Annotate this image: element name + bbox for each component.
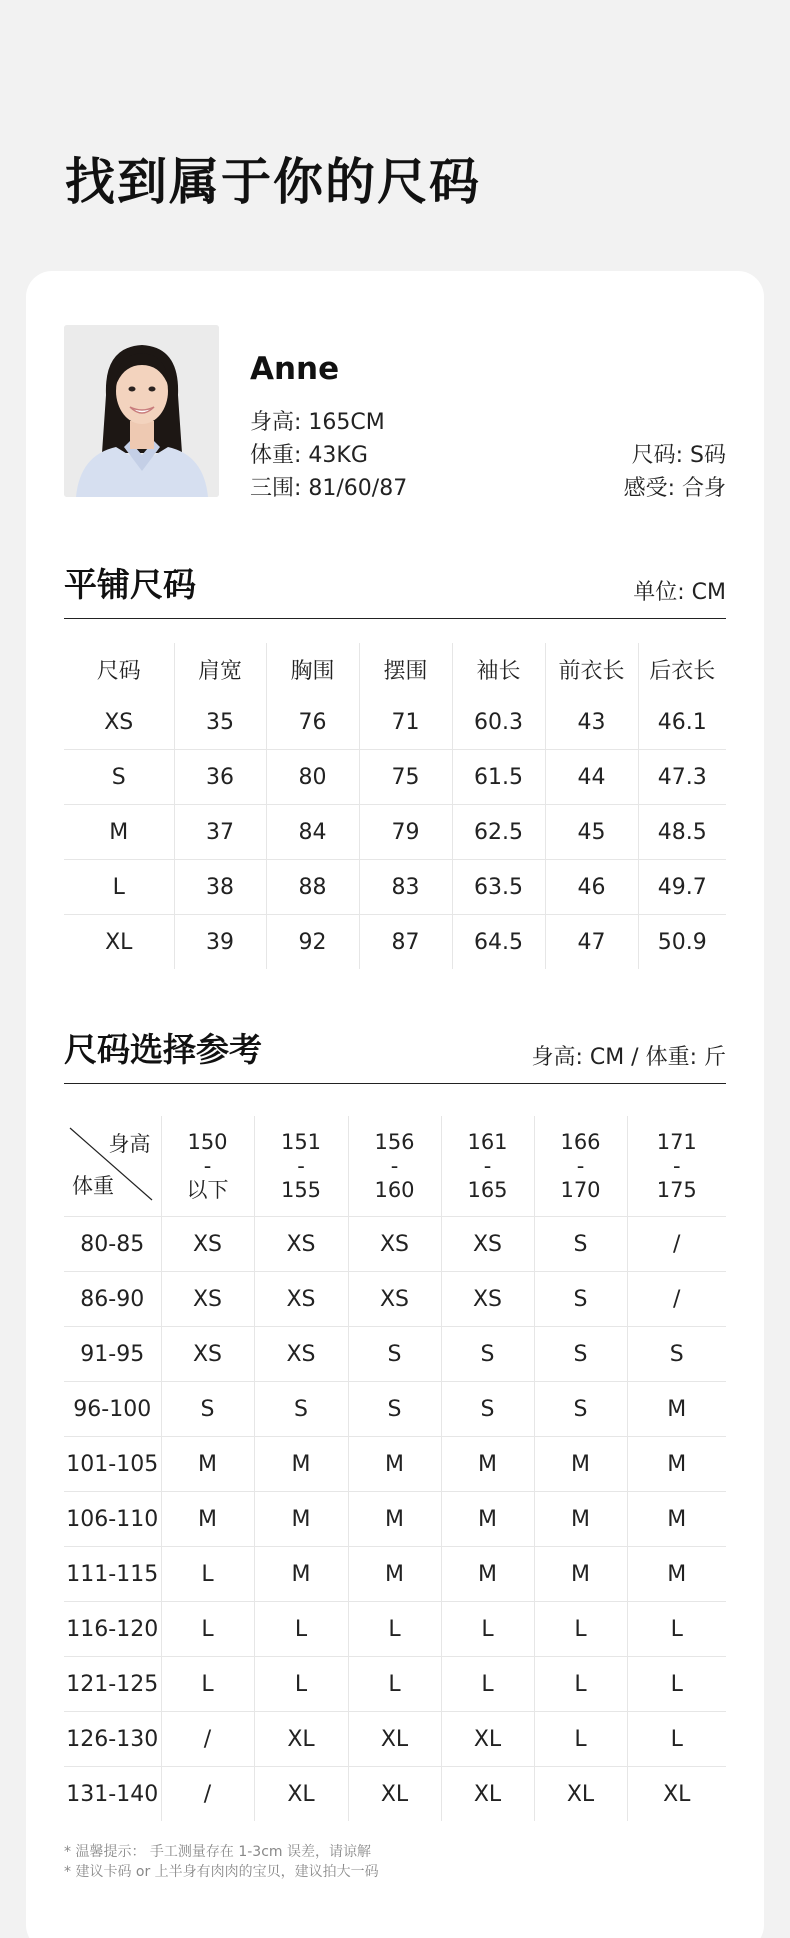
- table-cell: S: [534, 1382, 627, 1437]
- notes: [64, 1842, 379, 1882]
- table-cell: L: [627, 1712, 726, 1767]
- size-reference-header-row: [64, 1116, 726, 1217]
- note-line: * 温馨提示： 手工测量存在 1-3cm 误差，请谅解: [64, 1844, 372, 1860]
- size-reference-title: 尺码选择参考: [64, 1030, 262, 1069]
- table-cell: /: [627, 1272, 726, 1327]
- model-fit-feel: 感受: 合身: [623, 476, 726, 501]
- table-cell: M: [254, 1492, 348, 1547]
- table-cell: L: [254, 1602, 348, 1657]
- row-label-cell: S: [64, 750, 174, 805]
- height-range-header: 171 - 175: [627, 1116, 726, 1217]
- col-header: 胸围: [266, 643, 359, 695]
- table-cell: XS: [254, 1217, 348, 1272]
- table-cell: 88: [266, 860, 359, 915]
- size-reference-unit: 身高: CM / 体重: 斤: [531, 1045, 726, 1070]
- row-label-cell: 126-130: [64, 1712, 161, 1767]
- corner-cell: [64, 1116, 161, 1217]
- row-label-cell: 106-110: [64, 1492, 161, 1547]
- flat-size-header-row: [64, 643, 726, 695]
- table-cell: L: [441, 1657, 534, 1712]
- table-cell: XS: [441, 1272, 534, 1327]
- size-reference-rows: [64, 1217, 726, 1822]
- model-info: [64, 325, 726, 501]
- table-cell: XL: [441, 1767, 534, 1822]
- table-cell: L: [254, 1657, 348, 1712]
- table-cell: L: [627, 1657, 726, 1712]
- row-label-cell: 131-140: [64, 1767, 161, 1822]
- table-cell: S: [627, 1327, 726, 1382]
- table-cell: M: [534, 1492, 627, 1547]
- table-cell: L: [161, 1657, 254, 1712]
- corner-weight-label: 体重: [72, 1174, 114, 1198]
- table-cell: M: [534, 1437, 627, 1492]
- size-reference-row: [64, 1712, 726, 1767]
- row-label-cell: 80-85: [64, 1217, 161, 1272]
- table-cell: 63.5: [452, 860, 545, 915]
- table-cell: XL: [254, 1767, 348, 1822]
- flat-size-row: [64, 805, 726, 860]
- table-cell: 49.7: [638, 860, 726, 915]
- table-cell: 37: [174, 805, 266, 860]
- table-cell: S: [254, 1382, 348, 1437]
- table-cell: L: [441, 1602, 534, 1657]
- row-label-cell: 116-120: [64, 1602, 161, 1657]
- table-cell: S: [534, 1327, 627, 1382]
- table-cell: 64.5: [452, 915, 545, 970]
- table-cell: S: [348, 1382, 441, 1437]
- model-height: 身高: 165CM: [250, 410, 385, 435]
- table-cell: XS: [441, 1217, 534, 1272]
- height-range-header: 166 - 170: [534, 1116, 627, 1217]
- flat-size-header: [64, 565, 726, 619]
- note-line: * 建议卡码 or 上半身有肉肉的宝贝，建议拍大一码: [64, 1864, 379, 1880]
- table-cell: 84: [266, 805, 359, 860]
- flat-size-row: [64, 915, 726, 970]
- table-cell: 44: [545, 750, 638, 805]
- row-label-cell: XL: [64, 915, 174, 970]
- model-weight: 体重: 43KG: [250, 443, 368, 468]
- model-name: Anne: [250, 351, 340, 387]
- table-cell: 46: [545, 860, 638, 915]
- size-reference-row: [64, 1217, 726, 1272]
- row-label-cell: M: [64, 805, 174, 860]
- table-cell: XS: [161, 1217, 254, 1272]
- model-measurements: 三围: 81/60/87: [250, 476, 408, 501]
- size-card: [26, 271, 764, 1938]
- table-cell: XL: [254, 1712, 348, 1767]
- table-cell: M: [627, 1437, 726, 1492]
- table-cell: XS: [161, 1272, 254, 1327]
- size-reference-row: [64, 1767, 726, 1822]
- size-reference-table: [64, 1116, 726, 1821]
- table-cell: 79: [359, 805, 452, 860]
- table-cell: 47: [545, 915, 638, 970]
- table-cell: XL: [663, 1781, 691, 1807]
- size-reference-header: [64, 1030, 726, 1084]
- table-cell: M: [627, 1547, 726, 1602]
- row-label-cell: 86-90: [64, 1272, 161, 1327]
- table-cell: 75: [359, 750, 452, 805]
- table-cell: M: [348, 1492, 441, 1547]
- table-cell: M: [441, 1437, 534, 1492]
- table-cell: XS: [161, 1327, 254, 1382]
- table-cell: M: [254, 1547, 348, 1602]
- table-cell: XS: [348, 1272, 441, 1327]
- flat-size-title: 平铺尺码: [64, 565, 196, 604]
- row-label-cell: XS: [64, 695, 174, 750]
- table-cell: XL: [441, 1712, 534, 1767]
- table-cell: L: [534, 1657, 627, 1712]
- row-label-cell: 101-105: [64, 1437, 161, 1492]
- table-cell: XL: [534, 1767, 627, 1822]
- table-cell: 43: [545, 695, 638, 750]
- table-cell: XS: [348, 1217, 441, 1272]
- table-cell: M: [161, 1437, 254, 1492]
- height-range-header: 161 - 165: [441, 1116, 534, 1217]
- table-cell: M: [161, 1492, 254, 1547]
- table-cell: /: [627, 1217, 726, 1272]
- table-cell: 36: [174, 750, 266, 805]
- size-reference-row: [64, 1382, 726, 1437]
- table-cell: L: [348, 1657, 441, 1712]
- table-cell: 48.5: [638, 805, 726, 860]
- table-cell: /: [161, 1767, 254, 1822]
- table-cell: 76: [266, 695, 359, 750]
- table-cell: 92: [266, 915, 359, 970]
- table-cell: M: [254, 1437, 348, 1492]
- table-cell: M: [627, 1382, 726, 1437]
- model-portrait-image: [64, 325, 219, 497]
- table-cell: L: [348, 1602, 441, 1657]
- table-cell: 45: [545, 805, 638, 860]
- height-range-header: 156 - 160: [348, 1116, 441, 1217]
- table-cell: M: [348, 1437, 441, 1492]
- flat-size-row: [64, 860, 726, 915]
- table-cell: M: [627, 1492, 726, 1547]
- size-reference-row: [64, 1657, 726, 1712]
- height-range-header: 151 - 155: [254, 1116, 348, 1217]
- page-title: 找到属于你的尺码: [65, 153, 481, 211]
- model-size: 尺码: S码: [631, 443, 726, 468]
- table-cell: 47.3: [638, 750, 726, 805]
- table-cell: 83: [359, 860, 452, 915]
- table-cell: L: [161, 1547, 254, 1602]
- table-cell: S: [161, 1382, 254, 1437]
- col-header: 肩宽: [174, 643, 266, 695]
- table-cell: S: [534, 1217, 627, 1272]
- table-cell: 80: [266, 750, 359, 805]
- table-cell: 35: [174, 695, 266, 750]
- size-reference-row: [64, 1547, 726, 1602]
- flat-size-row: [64, 695, 726, 750]
- row-label-cell: 111-115: [64, 1547, 161, 1602]
- table-cell: 46.1: [638, 695, 726, 750]
- table-cell: L: [161, 1602, 254, 1657]
- flat-size-table: [64, 643, 726, 969]
- flat-size-row: [64, 750, 726, 805]
- table-cell: 38: [174, 860, 266, 915]
- table-cell: XL: [348, 1767, 441, 1822]
- table-cell: 61.5: [452, 750, 545, 805]
- table-cell: M: [441, 1547, 534, 1602]
- corner-height-label: 身高: [108, 1132, 151, 1156]
- table-cell: L: [627, 1602, 726, 1657]
- col-header: 前衣长: [545, 643, 638, 695]
- table-cell: S: [441, 1382, 534, 1437]
- table-cell: 50.9: [657, 929, 707, 955]
- row-label-cell: 96-100: [64, 1382, 161, 1437]
- size-reference-row: [64, 1602, 726, 1657]
- table-cell: 87: [359, 915, 452, 970]
- size-reference-row: [64, 1437, 726, 1492]
- table-cell: M: [441, 1492, 534, 1547]
- table-cell: M: [534, 1547, 627, 1602]
- col-header: 摆围: [359, 643, 452, 695]
- table-cell: 62.5: [452, 805, 545, 860]
- table-cell: /: [161, 1712, 254, 1767]
- flat-size-unit: 单位: CM: [633, 580, 726, 605]
- table-cell: L: [534, 1712, 627, 1767]
- col-header: 袖长: [452, 643, 545, 695]
- table-cell: XS: [254, 1272, 348, 1327]
- table-cell: 71: [359, 695, 452, 750]
- size-reference-row: [64, 1492, 726, 1547]
- table-cell: M: [348, 1547, 441, 1602]
- size-reference-row: [64, 1272, 726, 1327]
- size-reference-row: [64, 1327, 726, 1382]
- flat-size-rows: [64, 695, 726, 969]
- table-cell: S: [348, 1327, 441, 1382]
- model-photo: [64, 325, 219, 497]
- table-cell: 60.3: [452, 695, 545, 750]
- table-cell: S: [441, 1327, 534, 1382]
- col-header: 后衣长: [649, 658, 716, 684]
- col-header: 尺码: [64, 643, 174, 695]
- table-cell: XL: [348, 1712, 441, 1767]
- row-label-cell: 121-125: [64, 1657, 161, 1712]
- row-label-cell: 91-95: [64, 1327, 161, 1382]
- table-cell: XS: [254, 1327, 348, 1382]
- table-cell: 39: [174, 915, 266, 970]
- table-cell: L: [534, 1602, 627, 1657]
- row-label-cell: L: [64, 860, 174, 915]
- table-cell: S: [534, 1272, 627, 1327]
- height-range-header: 150 - 以下: [161, 1116, 254, 1217]
